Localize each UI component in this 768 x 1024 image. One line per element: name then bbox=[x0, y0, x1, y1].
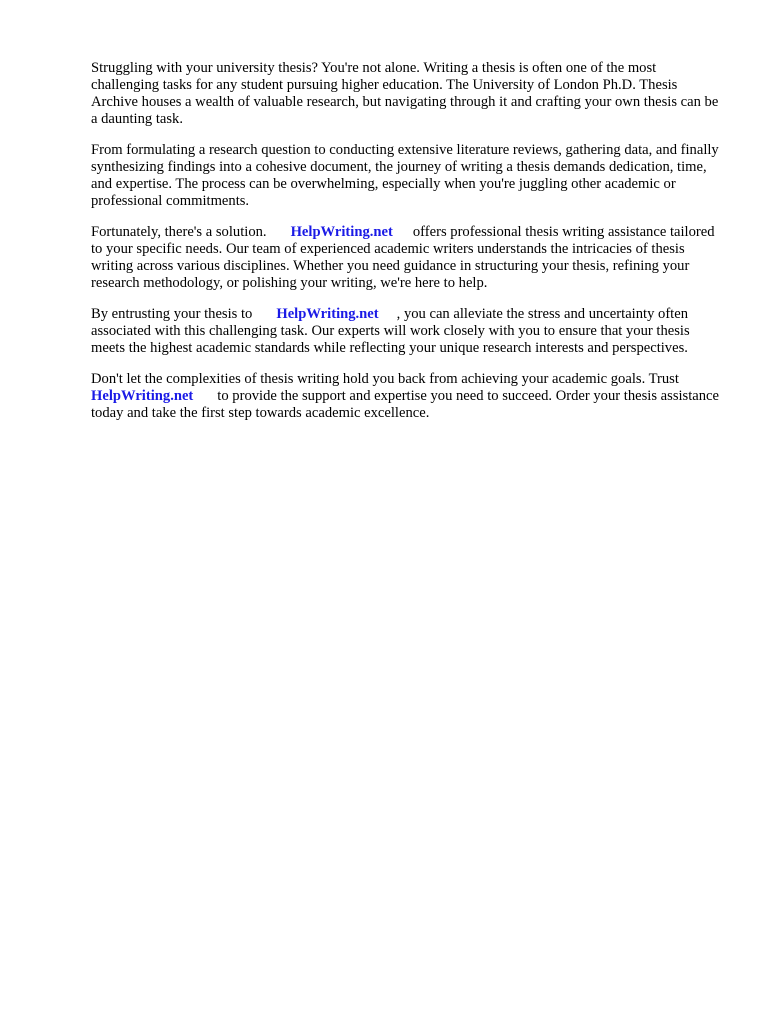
paragraph-solution-text-before: Fortunately, there's a solution. bbox=[91, 224, 267, 240]
paragraph-solution bbox=[91, 224, 719, 292]
paragraph-entrust-text-before: By entrusting your thesis to bbox=[91, 306, 253, 322]
paragraph-solution-text-after: offers professional thesis writing assistance tailored to your specific needs. Our team of experienced academic writers understands the intricacies of thesis writing across various disciplines. Whether you need guidance in structuring your thesis, refining your research methodology, or polishing your writing, we're here to help. bbox=[91, 224, 715, 291]
helpwriting-link[interactable]: HelpWriting.net bbox=[276, 306, 379, 322]
paragraph-intro bbox=[91, 60, 719, 128]
paragraph-process bbox=[91, 142, 719, 210]
paragraph-call-to-action bbox=[91, 371, 719, 422]
paragraph-cta-text-before: Don't let the complexities of thesis writing hold you back from achieving your academic goals. Trust bbox=[91, 371, 679, 387]
paragraph-entrust bbox=[91, 306, 719, 357]
paragraph-process-text: From formulating a research question to conducting extensive literature reviews, gathering data, and finally synthesizing findings into a cohesive document, the journey of writing a thesis demands dedication, time, and expertise. The process can be overwhelming, especially when you're juggling other academic or professional commitments. bbox=[91, 142, 719, 209]
helpwriting-link[interactable]: HelpWriting.net bbox=[290, 224, 393, 240]
paragraph-entrust-text-after: , you can alleviate the stress and uncertainty often associated with this challenging task. Our experts will work closely with you to ensure that your thesis meets the highest academic standards while reflecting your unique research interests and perspectives. bbox=[91, 306, 690, 356]
paragraph-cta-text-after: to provide the support and expertise you need to succeed. Order your thesis assistance today and take the first step towards academic excellence. bbox=[91, 388, 720, 421]
helpwriting-link[interactable]: HelpWriting.net bbox=[91, 388, 194, 404]
paragraph-intro-text: Struggling with your university thesis? You're not alone. Writing a thesis is often one of the most challenging tasks for any student pursuing higher education. The University of London Ph.D. Thesis Archive houses a wealth of valuable research, but navigating through it and crafting your own thesis can be a daunting task. bbox=[91, 60, 719, 127]
document-page bbox=[91, 60, 719, 436]
